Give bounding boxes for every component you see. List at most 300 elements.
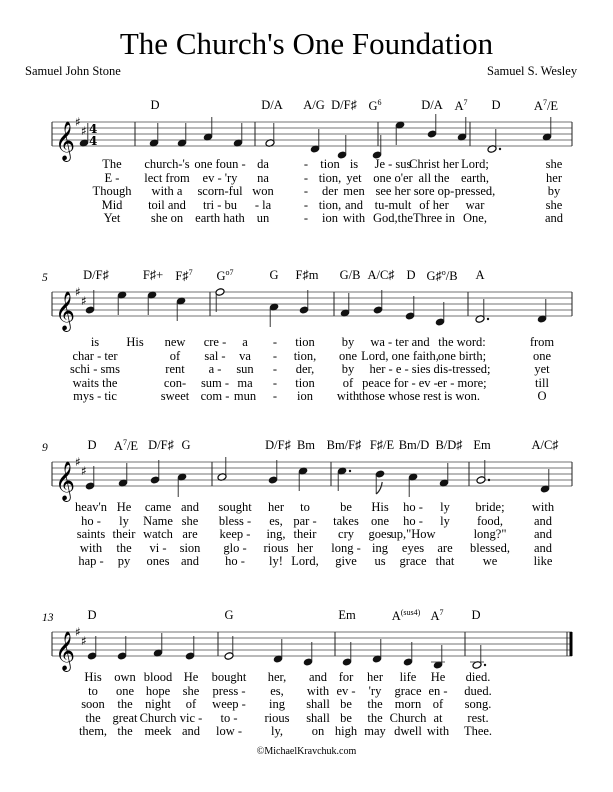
lyric-syllable-verse-3: of	[432, 697, 444, 712]
lyric-syllable-verse-4: toil and	[148, 197, 186, 212]
lyric-syllable-verse-5: ion	[322, 211, 338, 226]
lyric-syllable-verse-1: He	[183, 670, 199, 684]
lyric-syllable-verse-1: to	[300, 500, 310, 514]
lyric-syllable-verse-3: shall	[306, 697, 330, 712]
lyric-syllable-verse-2: lect from	[144, 170, 190, 185]
lyric-syllable-verse-5: dwell	[394, 724, 422, 739]
note	[372, 639, 382, 663]
lyric-syllable-verse-4: Church	[389, 710, 427, 725]
note	[176, 297, 186, 321]
note	[217, 457, 227, 481]
sharp-icon: ♯	[75, 455, 81, 469]
lyric-syllable-verse-3: be	[340, 697, 352, 712]
lyric-syllable-verse-5: she on	[150, 211, 184, 226]
lyric-syllable-verse-2: tion,	[318, 170, 342, 185]
lyric-syllable-verse-1: one foun -	[194, 157, 246, 171]
lyric-syllable-verse-1: Je - sus	[374, 157, 412, 171]
lyric-syllable-verse-3: by	[547, 184, 561, 199]
lyric-syllable-verse-3: won	[252, 184, 274, 199]
sharp-icon: ♯	[75, 285, 81, 299]
lyric-syllable-verse-2: bless -	[218, 513, 252, 528]
lyric-syllable-verse-3: by	[341, 362, 355, 377]
lyric-syllable-verse-5: -	[303, 211, 309, 226]
lyric-syllable-verse-2: one	[532, 348, 552, 363]
lyric-syllable-verse-3: goes	[368, 527, 392, 542]
lyric-syllable-verse-1: church-'s	[144, 157, 190, 171]
note	[373, 290, 383, 314]
lyric-syllable-verse-4: tion,	[318, 197, 342, 212]
note	[310, 129, 320, 153]
chord-symbol: D	[87, 438, 97, 452]
note	[303, 642, 313, 666]
lyric-syllable-verse-1: new	[164, 335, 186, 349]
chord-symbol: D/F♯	[148, 438, 174, 452]
lyric-syllable-verse-4: vic -	[179, 710, 203, 725]
lyric-syllable-verse-5: ones	[146, 554, 170, 569]
lyric-syllable-verse-1: The	[102, 157, 122, 171]
lyric-syllable-verse-1: is	[349, 157, 359, 171]
note	[439, 463, 449, 487]
note	[476, 460, 490, 484]
lyric-syllable-verse-1: sought	[218, 500, 252, 514]
chord-symbol: F♯m	[295, 268, 319, 282]
note	[542, 117, 552, 141]
lyric-syllable-verse-1: cre -	[203, 335, 227, 349]
lyric-syllable-verse-4: eyes	[401, 540, 425, 555]
lyric-syllable-verse-5: ho -	[225, 554, 245, 569]
lyric-syllable-verse-1: tion	[295, 335, 315, 349]
lyric-syllable-verse-4: rest.	[467, 710, 489, 725]
lyric-syllable-verse-5: with	[426, 724, 450, 739]
lyric-syllable-verse-3: are	[182, 527, 198, 542]
lyric-syllable-verse-1: by	[341, 335, 355, 349]
chord-symbol: $A^7$	[454, 98, 468, 113]
lyric-syllable-verse-3: the	[367, 697, 383, 712]
treble-clef-icon: 𝄞	[55, 461, 76, 501]
lyric-syllable-verse-2: ev - 'ry	[202, 170, 238, 185]
lyric-syllable-verse-5: those whose rest	[358, 389, 442, 404]
lyric-syllable-verse-2: es,	[269, 513, 283, 528]
svg-text:4: 4	[89, 134, 98, 148]
lyric-syllable-verse-1: bride;	[475, 500, 505, 514]
measure-number: 13	[42, 612, 54, 624]
chord-symbol: F♯+	[142, 268, 164, 282]
lyric-syllable-verse-3: Though	[92, 184, 132, 199]
lyric-syllable-verse-4: the	[367, 710, 383, 725]
note	[273, 639, 283, 663]
lyric-syllable-verse-1: life	[399, 670, 417, 684]
lyric-syllable-verse-4: tion	[295, 375, 315, 390]
lyric-syllable-verse-2: -	[303, 170, 309, 185]
lyric-syllable-verse-1: blood	[143, 670, 173, 684]
note	[177, 473, 187, 497]
lyric-syllable-verse-4: rious	[263, 540, 289, 555]
note	[372, 135, 382, 159]
chord-symbol: D/A	[421, 98, 443, 112]
chord-symbol: D	[406, 268, 416, 282]
lyric-syllable-verse-5: like	[533, 554, 553, 569]
lyric-syllable-verse-1: from	[529, 335, 555, 349]
lyric-syllable-verse-3: night	[145, 697, 171, 712]
lyric-syllable-verse-5: with	[342, 211, 366, 226]
lyric-syllable-verse-4: of	[342, 375, 354, 390]
lyric-syllable-verse-3: -	[303, 184, 309, 199]
lyric-syllable-verse-4: and	[344, 197, 364, 212]
chord-symbol: Bm	[296, 438, 316, 452]
lyric-syllable-verse-3: der,	[295, 362, 315, 377]
lyric-syllable-verse-1: a	[242, 335, 248, 349]
lyric-syllable-verse-2: with	[306, 683, 330, 698]
treble-clef-icon: 𝄞	[55, 121, 76, 161]
measure-number: 9	[42, 442, 48, 454]
note	[403, 642, 413, 666]
note	[118, 463, 128, 487]
lyric-syllable-verse-5: Three in	[413, 211, 455, 226]
sharp-icon: ♯	[75, 115, 81, 129]
chord-symbol: A/G	[303, 98, 325, 112]
chord-symbol: F♯$^7$	[175, 268, 193, 283]
lyric-syllable-verse-5: God,the	[373, 211, 413, 226]
lyric-syllable-verse-3: and	[533, 527, 553, 542]
lyric-syllable-verse-2: char - ter	[72, 348, 118, 363]
lyric-syllable-verse-5: O	[537, 389, 547, 404]
lyric-syllable-verse-4: - la	[254, 197, 272, 212]
note	[342, 642, 352, 666]
lyric-syllable-verse-2: grace	[394, 683, 422, 698]
song-title: The Church's One Foundation	[119, 26, 494, 61]
lyric-syllable-verse-3: see her	[375, 184, 411, 199]
chord-symbol: Em	[338, 608, 356, 622]
chord-symbol: A/C♯	[367, 268, 395, 282]
note	[375, 470, 385, 494]
lyric-syllable-verse-2: -	[272, 348, 278, 363]
lyric-syllable-verse-1: -	[303, 157, 309, 171]
lyric-syllable-verse-1: heav'n	[74, 500, 108, 514]
note	[475, 299, 489, 323]
lyric-syllable-verse-2: one o'er	[373, 170, 413, 185]
note	[233, 123, 243, 147]
measure-number: 5	[42, 272, 48, 284]
lyric-syllable-verse-4: sion	[179, 540, 201, 555]
lyric-syllable-verse-2: all the	[418, 170, 450, 185]
chord-symbol: Bm/D	[398, 438, 430, 452]
note	[185, 636, 195, 660]
lyric-syllable-verse-4: and	[533, 540, 553, 555]
lyric-syllable-verse-2: one	[338, 348, 358, 363]
lyric-syllable-verse-1: wa - ter and	[370, 335, 430, 349]
note	[147, 291, 157, 315]
lyric-syllable-verse-5: ion	[297, 389, 313, 404]
lyric-syllable-verse-4: to -	[220, 710, 238, 725]
lyric-syllable-verse-2: earth,	[460, 170, 490, 185]
lyric-syllable-verse-1: ho -	[403, 500, 423, 514]
lyric-syllable-verse-4: rious	[264, 710, 290, 725]
lyric-syllable-verse-5: give	[335, 554, 357, 569]
lyric-syllable-verse-5: high	[334, 724, 358, 739]
lyric-syllable-verse-2: es,	[270, 683, 284, 698]
note	[395, 121, 405, 145]
lyric-syllable-verse-4: er - more;	[437, 375, 487, 390]
lyric-syllable-verse-4: tu-mult	[374, 197, 412, 212]
lyric-syllable-verse-2: one	[370, 513, 390, 528]
chord-symbol: B/D♯	[435, 438, 463, 452]
lyric-syllable-verse-1: tion	[320, 157, 340, 171]
lyric-syllable-verse-3: dis-tressed;	[433, 362, 491, 377]
lyric-syllable-verse-2: 'ry	[368, 683, 382, 698]
lyric-syllable-verse-4: war	[465, 197, 485, 212]
lyric-syllable-verse-5: we	[482, 554, 498, 569]
lyric-syllable-verse-3: yet	[534, 362, 550, 377]
lyric-syllable-verse-4: waits the	[72, 375, 118, 390]
chord-symbol: D/F♯	[265, 438, 291, 452]
note	[269, 303, 279, 327]
lyric-syllable-verse-5: com -	[200, 389, 230, 404]
lyric-syllable-verse-2: va	[239, 348, 251, 363]
lyric-syllable-verse-5: One,	[463, 211, 487, 226]
lyric-syllable-verse-4: ma	[237, 375, 253, 390]
sharp-icon: ♯	[75, 625, 81, 639]
lyric-syllable-verse-5: is won.	[443, 389, 481, 404]
chord-symbol: G	[181, 438, 191, 452]
lyric-syllable-verse-3: -	[272, 362, 278, 377]
chord-symbol: Bm/F♯	[326, 438, 362, 452]
lyric-syllable-verse-3: the	[117, 697, 133, 712]
lyric-syllable-verse-3: keep -	[219, 527, 251, 542]
note	[337, 135, 347, 159]
composer-credit: Samuel S. Wesley	[487, 64, 578, 78]
lyric-syllable-verse-4: peace for - ev -	[362, 375, 438, 390]
lyric-syllable-verse-4: tri - bu	[202, 197, 238, 212]
lyric-syllable-verse-1: and	[180, 500, 200, 514]
chord-symbol: $G^6$	[368, 98, 382, 113]
note	[150, 460, 160, 484]
lyric-syllable-verse-5: -	[272, 389, 278, 404]
treble-clef-icon: 𝄞	[55, 291, 76, 331]
lyric-syllable-verse-2: one birth;	[437, 348, 487, 363]
lyric-syllable-verse-4: -	[303, 197, 309, 212]
lyric-syllable-verse-2: yet	[346, 170, 362, 185]
lyric-syllable-verse-2: and	[533, 513, 553, 528]
lyric-syllable-verse-4: be	[340, 710, 352, 725]
lyric-syllable-verse-5: py	[117, 554, 131, 569]
note	[457, 117, 467, 141]
lyric-syllable-verse-5: and	[544, 211, 564, 226]
lyric-syllable-verse-3: with a	[151, 184, 183, 199]
lyric-syllable-verse-2: her	[546, 170, 562, 185]
lyric-syllable-verse-1: with	[531, 500, 555, 514]
lyric-syllable-verse-1: His	[371, 500, 389, 514]
lyric-syllable-verse-3: sore op-	[413, 184, 455, 199]
lyric-syllable-verse-2: she	[181, 513, 199, 528]
note	[340, 293, 350, 317]
lyric-syllable-verse-1: He	[116, 500, 132, 514]
lyric-syllable-verse-3: long?"	[473, 527, 507, 542]
lyric-syllable-verse-2: ho -	[403, 513, 423, 528]
lyric-syllable-verse-3: ing,	[266, 527, 286, 542]
note	[117, 636, 127, 660]
lyric-syllable-verse-4: sum -	[200, 375, 230, 390]
lyric-syllable-verse-3: soon	[81, 697, 105, 712]
lyric-syllable-verse-5: mys - tic	[73, 389, 117, 404]
lyric-syllable-verse-3: pressed,	[454, 184, 496, 199]
note	[431, 645, 445, 669]
note	[224, 636, 234, 660]
note	[87, 636, 97, 660]
chord-symbol: $A^7/E$	[533, 98, 559, 113]
lyric-syllable-verse-5: the	[117, 724, 133, 739]
note	[487, 129, 501, 153]
lyric-syllable-verse-3: ing	[269, 697, 285, 712]
lyric-syllable-verse-5: and	[181, 724, 201, 739]
lyric-syllable-verse-2: food,	[476, 513, 504, 528]
lyric-syllable-verse-1: He	[430, 670, 446, 684]
lyric-syllable-verse-5: that	[435, 554, 455, 569]
lyric-syllable-verse-4: shall	[306, 710, 330, 725]
lyric-syllable-verse-4: glo -	[223, 540, 247, 555]
note	[405, 296, 415, 320]
chord-symbol: D	[471, 608, 481, 622]
lyric-syllable-verse-1: -	[272, 335, 278, 349]
lyric-syllable-verse-4: con-	[163, 375, 187, 390]
lyric-syllable-verse-2: she	[182, 683, 200, 698]
lyric-syllable-verse-5: earth hath	[195, 211, 245, 226]
lyric-syllable-verse-3: song.	[464, 697, 492, 712]
lyric-syllable-verse-4: the	[116, 540, 132, 555]
lyric-syllable-verse-1: His	[84, 670, 102, 684]
chord-symbol: Em	[473, 438, 491, 452]
lyric-syllable-verse-4: are	[437, 540, 453, 555]
lyric-syllable-verse-1: His	[126, 335, 144, 349]
lyric-syllable-verse-2: ev -	[336, 683, 356, 698]
lyricist-credit: Samuel John Stone	[25, 64, 121, 78]
lyric-syllable-verse-1: da	[257, 157, 269, 171]
lyric-syllable-verse-2: press -	[212, 683, 246, 698]
lyric-syllable-verse-1: died.	[465, 670, 491, 684]
lyric-syllable-verse-3: sun	[236, 362, 254, 377]
lyric-syllable-verse-3: up,"How	[390, 527, 436, 542]
lyric-syllable-verse-4: Church	[139, 710, 177, 725]
lyric-syllable-verse-3: cry	[338, 527, 354, 542]
lyric-syllable-verse-5: Lord,	[291, 554, 319, 569]
lyric-syllable-verse-5: grace	[399, 554, 427, 569]
lyric-syllable-verse-1: came	[144, 500, 172, 514]
lyric-syllable-verse-1: Lord;	[461, 157, 489, 171]
lyric-syllable-verse-4: till	[535, 375, 549, 390]
chord-symbol: F♯/E	[369, 438, 395, 452]
lyric-syllable-verse-3: der	[322, 184, 338, 199]
lyric-syllable-verse-3: of	[185, 697, 197, 712]
lyric-syllable-verse-1: she	[545, 157, 563, 171]
lyric-syllable-verse-3: her - e - sies	[369, 362, 431, 377]
note	[540, 469, 550, 493]
chord-symbol: $A^7/E$	[113, 438, 139, 453]
lyric-syllable-verse-5: Yet	[103, 211, 121, 226]
note	[408, 473, 418, 497]
chord-symbol: D	[491, 98, 501, 112]
lyric-syllable-verse-5: on	[311, 724, 325, 739]
chord-symbol: $G^{o7}$	[216, 268, 234, 283]
chord-symbol: G/B	[339, 268, 361, 282]
lyric-syllable-verse-2: ly	[119, 513, 129, 528]
lyric-syllable-verse-1: Christ her	[409, 157, 459, 171]
lyric-syllable-verse-5: with	[336, 389, 360, 404]
lyric-syllable-verse-2: en -	[428, 683, 448, 698]
note	[268, 460, 278, 484]
lyric-syllable-verse-3: scorn-ful	[197, 184, 243, 199]
chord-symbol: G	[224, 608, 234, 622]
lyric-syllable-verse-5: ly,	[270, 724, 284, 739]
lyric-syllable-verse-5: meek	[144, 724, 172, 739]
lyric-syllable-verse-5: may	[364, 724, 386, 739]
lyric-syllable-verse-1: ly	[440, 500, 450, 514]
lyric-syllable-verse-4: the	[85, 710, 101, 725]
lyric-syllable-verse-3: their	[293, 527, 317, 542]
chord-symbol: G♯$^o$/B	[426, 268, 458, 283]
lyric-syllable-verse-3: morn	[394, 697, 422, 712]
chord-symbol: A/C♯	[531, 438, 559, 452]
lyric-syllable-verse-2: takes	[333, 513, 359, 528]
chord-symbol: $A^{(sus4)}$	[391, 608, 421, 623]
lyric-syllable-verse-2: ho -	[81, 513, 101, 528]
lyric-syllable-verse-3: men	[343, 184, 365, 199]
lyric-syllable-verse-2: Lord, one faith,	[361, 348, 439, 363]
copyright-footer: ©MichaelKravchuk.com	[256, 746, 357, 757]
lyric-syllable-verse-2: Name	[143, 513, 173, 528]
note	[203, 117, 213, 141]
lyric-syllable-verse-5: un	[256, 211, 270, 226]
lyric-syllable-verse-5: mun	[233, 389, 257, 404]
lyric-syllable-verse-3: a -	[208, 362, 222, 377]
lyric-syllable-verse-2: dued.	[464, 683, 492, 698]
lyric-syllable-verse-5: them,	[78, 724, 108, 739]
note	[149, 123, 159, 147]
svg-text:4: 4	[89, 122, 98, 136]
lyric-syllable-verse-4: Mid	[101, 197, 123, 212]
lyric-syllable-verse-3: rent	[165, 362, 185, 377]
lyric-syllable-verse-3: saints	[76, 527, 106, 542]
note	[117, 291, 127, 315]
lyric-syllable-verse-1: the word:	[438, 335, 486, 349]
lyric-syllable-verse-1: her	[367, 670, 383, 684]
note	[215, 288, 225, 312]
lyric-syllable-verse-5: sweet	[160, 389, 190, 404]
chord-symbol: D/F♯	[83, 268, 109, 282]
lyric-syllable-verse-3: watch	[143, 527, 173, 542]
lyric-syllable-verse-5: and	[180, 554, 200, 569]
lyric-syllable-verse-4: long -	[331, 540, 361, 555]
lyric-syllable-verse-1: be	[340, 500, 352, 514]
lyric-syllable-verse-1: for	[338, 670, 354, 684]
lyric-syllable-verse-4: her	[297, 540, 313, 555]
lyric-syllable-verse-2: sal -	[204, 348, 226, 363]
sharp-icon: ♯	[81, 124, 87, 138]
note	[427, 114, 437, 138]
note	[435, 302, 445, 326]
lyric-syllable-verse-5: Thee.	[463, 724, 493, 739]
chord-symbol: $A^7$	[430, 608, 444, 623]
lyric-syllable-verse-1: is	[90, 335, 100, 349]
lyric-syllable-verse-4: -	[272, 375, 278, 390]
lyric-syllable-verse-4: great	[112, 710, 138, 725]
lyric-syllable-verse-4: vi -	[149, 540, 167, 555]
lyric-syllable-verse-3: their	[112, 527, 136, 542]
lyric-syllable-verse-4: ing	[372, 540, 388, 555]
lyric-syllable-verse-5: hap -	[78, 554, 104, 569]
note	[299, 290, 309, 314]
lyric-syllable-verse-2: hope	[145, 683, 171, 698]
lyric-syllable-verse-5: ly!	[269, 554, 283, 569]
note	[537, 299, 547, 323]
